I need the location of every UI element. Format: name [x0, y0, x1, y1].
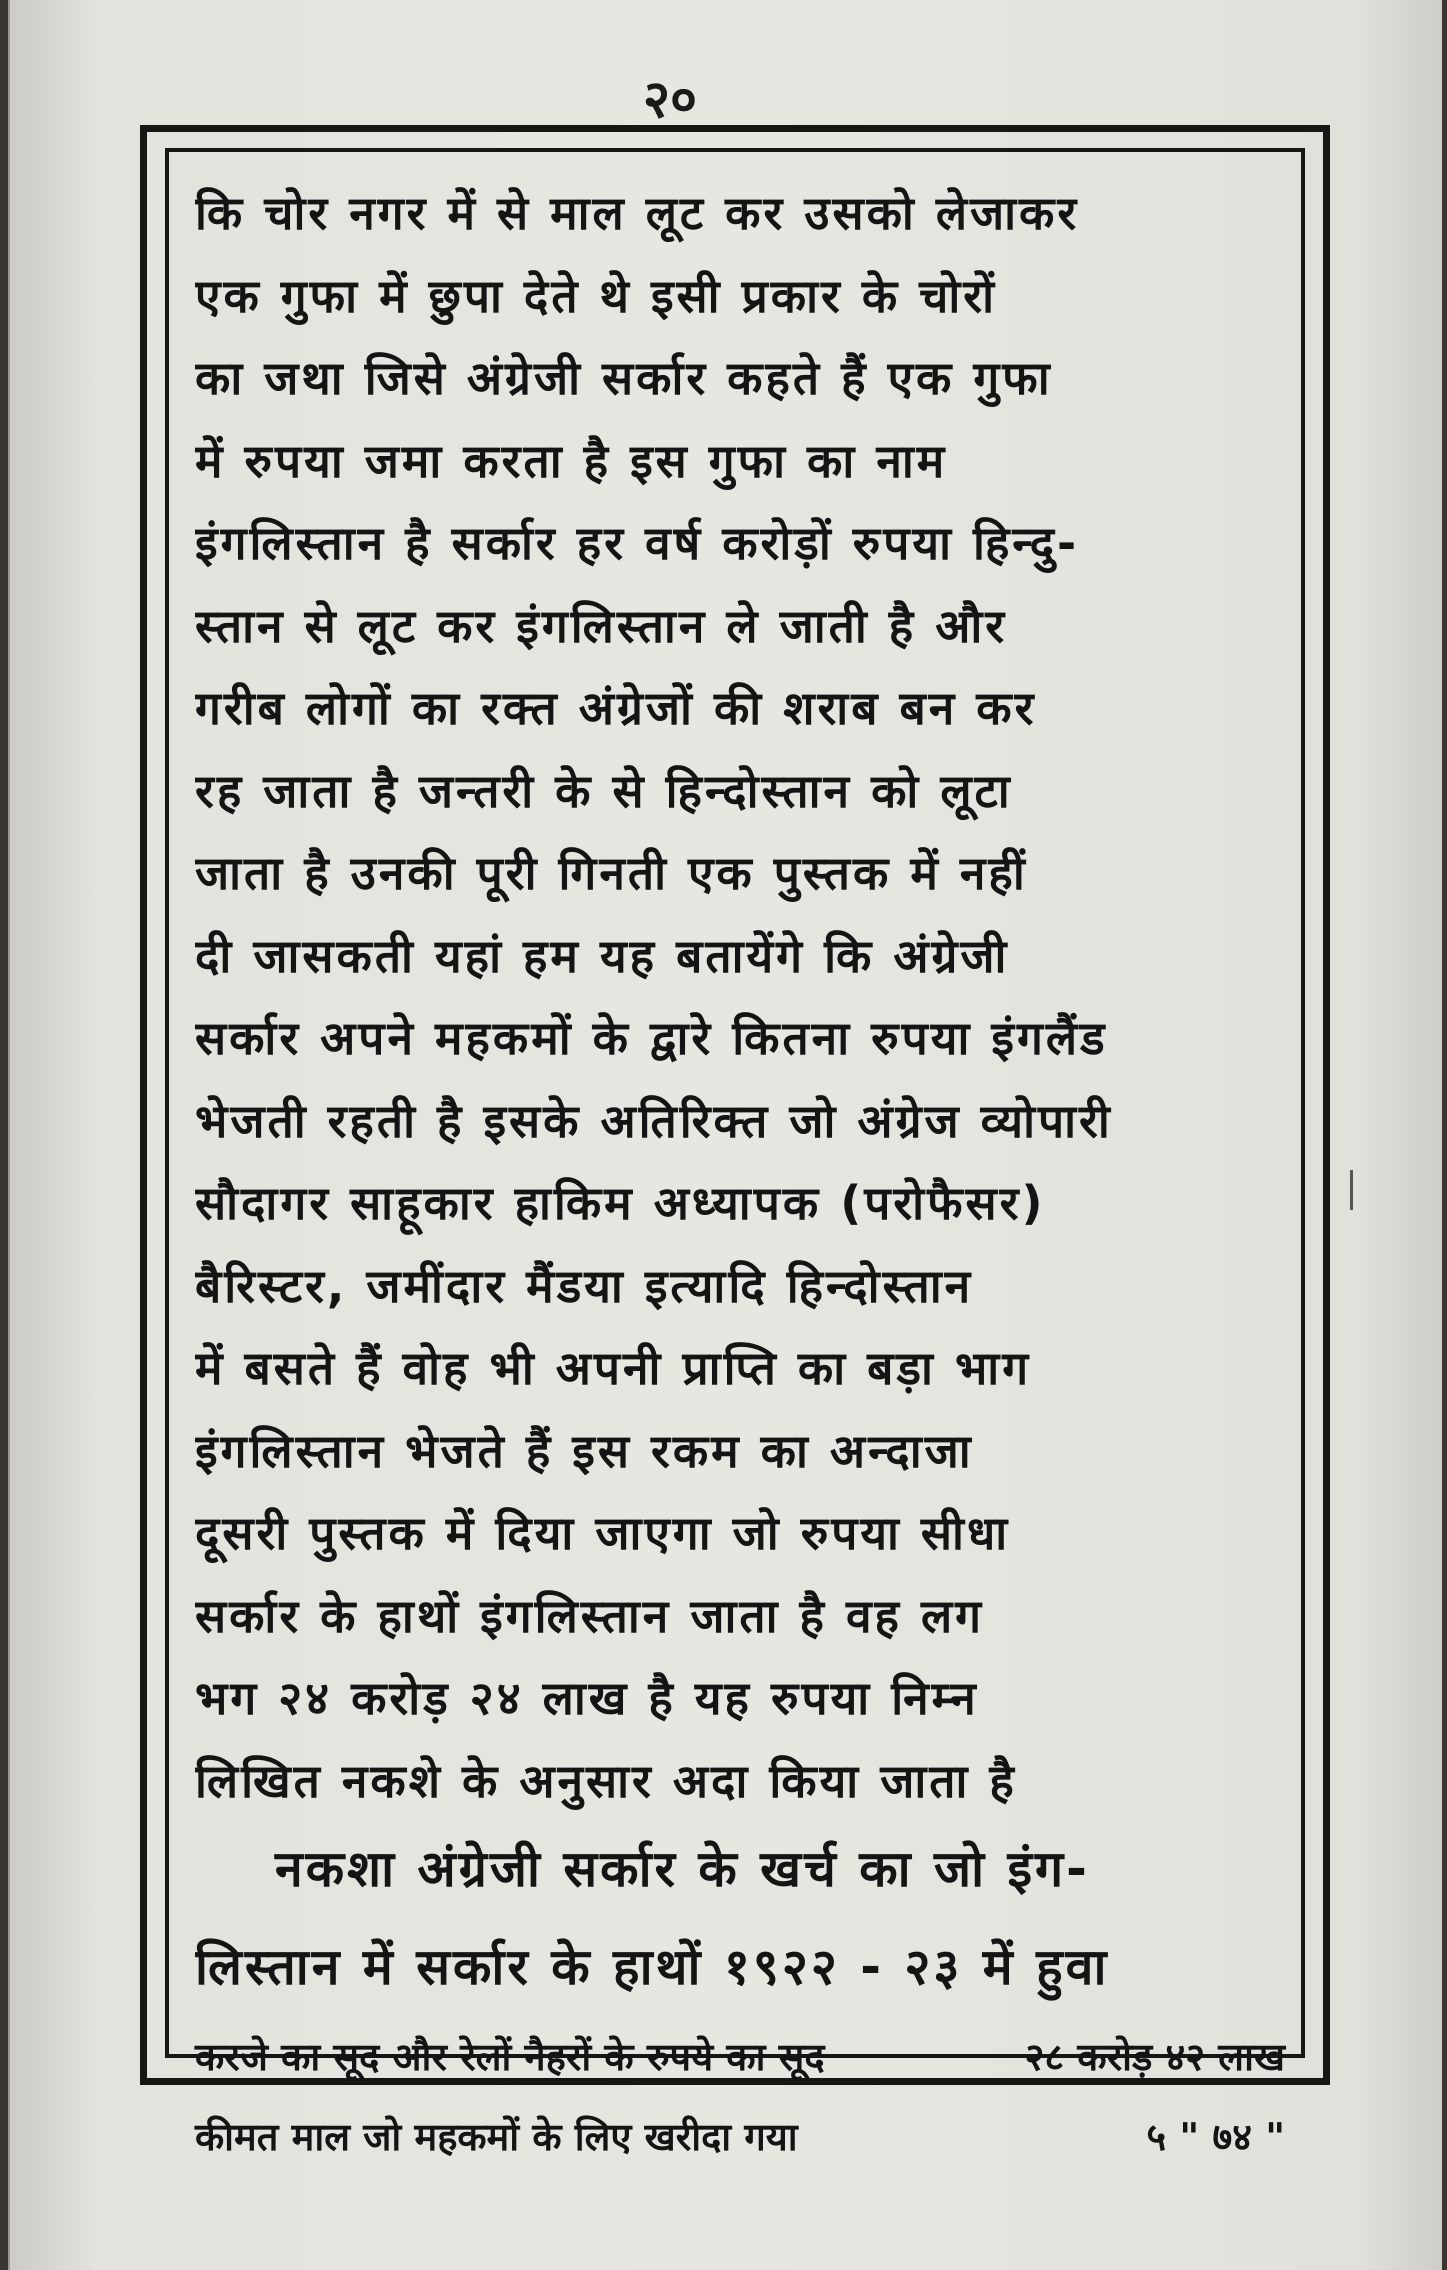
table-heading: नकशा अंग्रेजी सर्कार के खर्च का जो इंग- [275, 1840, 1090, 1898]
text-line: सौदागर साहूकार हाकिम अध्यापक (परोफैसर) [195, 1176, 1046, 1230]
text-line: भग २४ करोड़ २४ लाख है यह रुपया निम्न [195, 1671, 979, 1725]
book-page [8, 0, 1442, 2270]
text-line: दूसरी पुस्तक में दिया जाएगा जो रुपया सीधा [195, 1506, 1011, 1560]
text-line: का जथा जिसे अंग्रेजी सर्कार कहते हैं एक गुफा [195, 351, 1053, 405]
page-number: २० [642, 70, 698, 130]
text-line: लिखित नकशे के अनुसार अदा किया जाता है [195, 1753, 1017, 1808]
margin-mark [1350, 1170, 1353, 1210]
text-line: रह जाता है जन्तरी के से हिन्दोस्तान को लूटा [195, 763, 1013, 818]
text-line: इंगलिस्तान है सर्कार हर वर्ष करोड़ों रुपया हिन्दु- [195, 516, 1080, 570]
text-line: जाता है उनकी पूरी गिनती एक पुस्तक में नहीं [195, 846, 1028, 900]
handwritten-text-block [195, 172, 1285, 2159]
text-line: बैरिस्टर, जमींदार मैंडया इत्यादि हिन्दोस्तान [195, 1258, 974, 1313]
text-line: भेजती रहती है इसके अतिरिक्त जो अंग्रेज व्योपारी [195, 1093, 1113, 1148]
text-line: इंगलिस्तान भेजते हैं इस रकम का अन्दाजा [195, 1423, 974, 1478]
table-heading-continuation: लिस्तान में सर्कार के हाथों १९२२ - २३ में हुवा [195, 1938, 1110, 1996]
text-line: दी जासकती यहां हम यह बतायेंगे कि अंग्रेजी [195, 928, 1010, 983]
table-row [195, 2097, 1285, 2177]
text-line: सर्कार के हाथों इंगलिस्तान जाता है वह लग [195, 1588, 985, 1643]
row-value: ५ " ७४ " [1146, 2115, 1285, 2159]
text-line: गरीब लोगों का रक्त अंग्रेजों की शराब बन कर [195, 681, 1037, 735]
text-line: स्तान से लूट कर इंगलिस्तान ले जाती है और [195, 598, 1008, 653]
row-label: कीमत माल जो महकमों के लिए खरीदा गया [195, 2115, 798, 2159]
table-row [195, 2017, 1285, 2097]
text-line: में रुपया जमा करता है इस गुफा का नाम [195, 433, 948, 488]
text-line: कि चोर नगर में से माल लूट कर उसको लेजाकर [195, 186, 1080, 240]
text-line: सर्कार अपने महकमों के द्वारे कितना रुपया इंगलैंड [195, 1011, 1108, 1065]
text-line: एक गुफा में छुपा देते थे इसी प्रकार के चोरों [195, 268, 998, 323]
row-value: २८ करोड़ ४२ लाख [1024, 2035, 1285, 2079]
row-label: करजे का सूद और रेलों नैहरों के रुपये का सूद [195, 2035, 825, 2079]
text-line: में बसते हैं वोह भी अपनी प्राप्ति का बड़ा भाग [195, 1341, 1032, 1395]
